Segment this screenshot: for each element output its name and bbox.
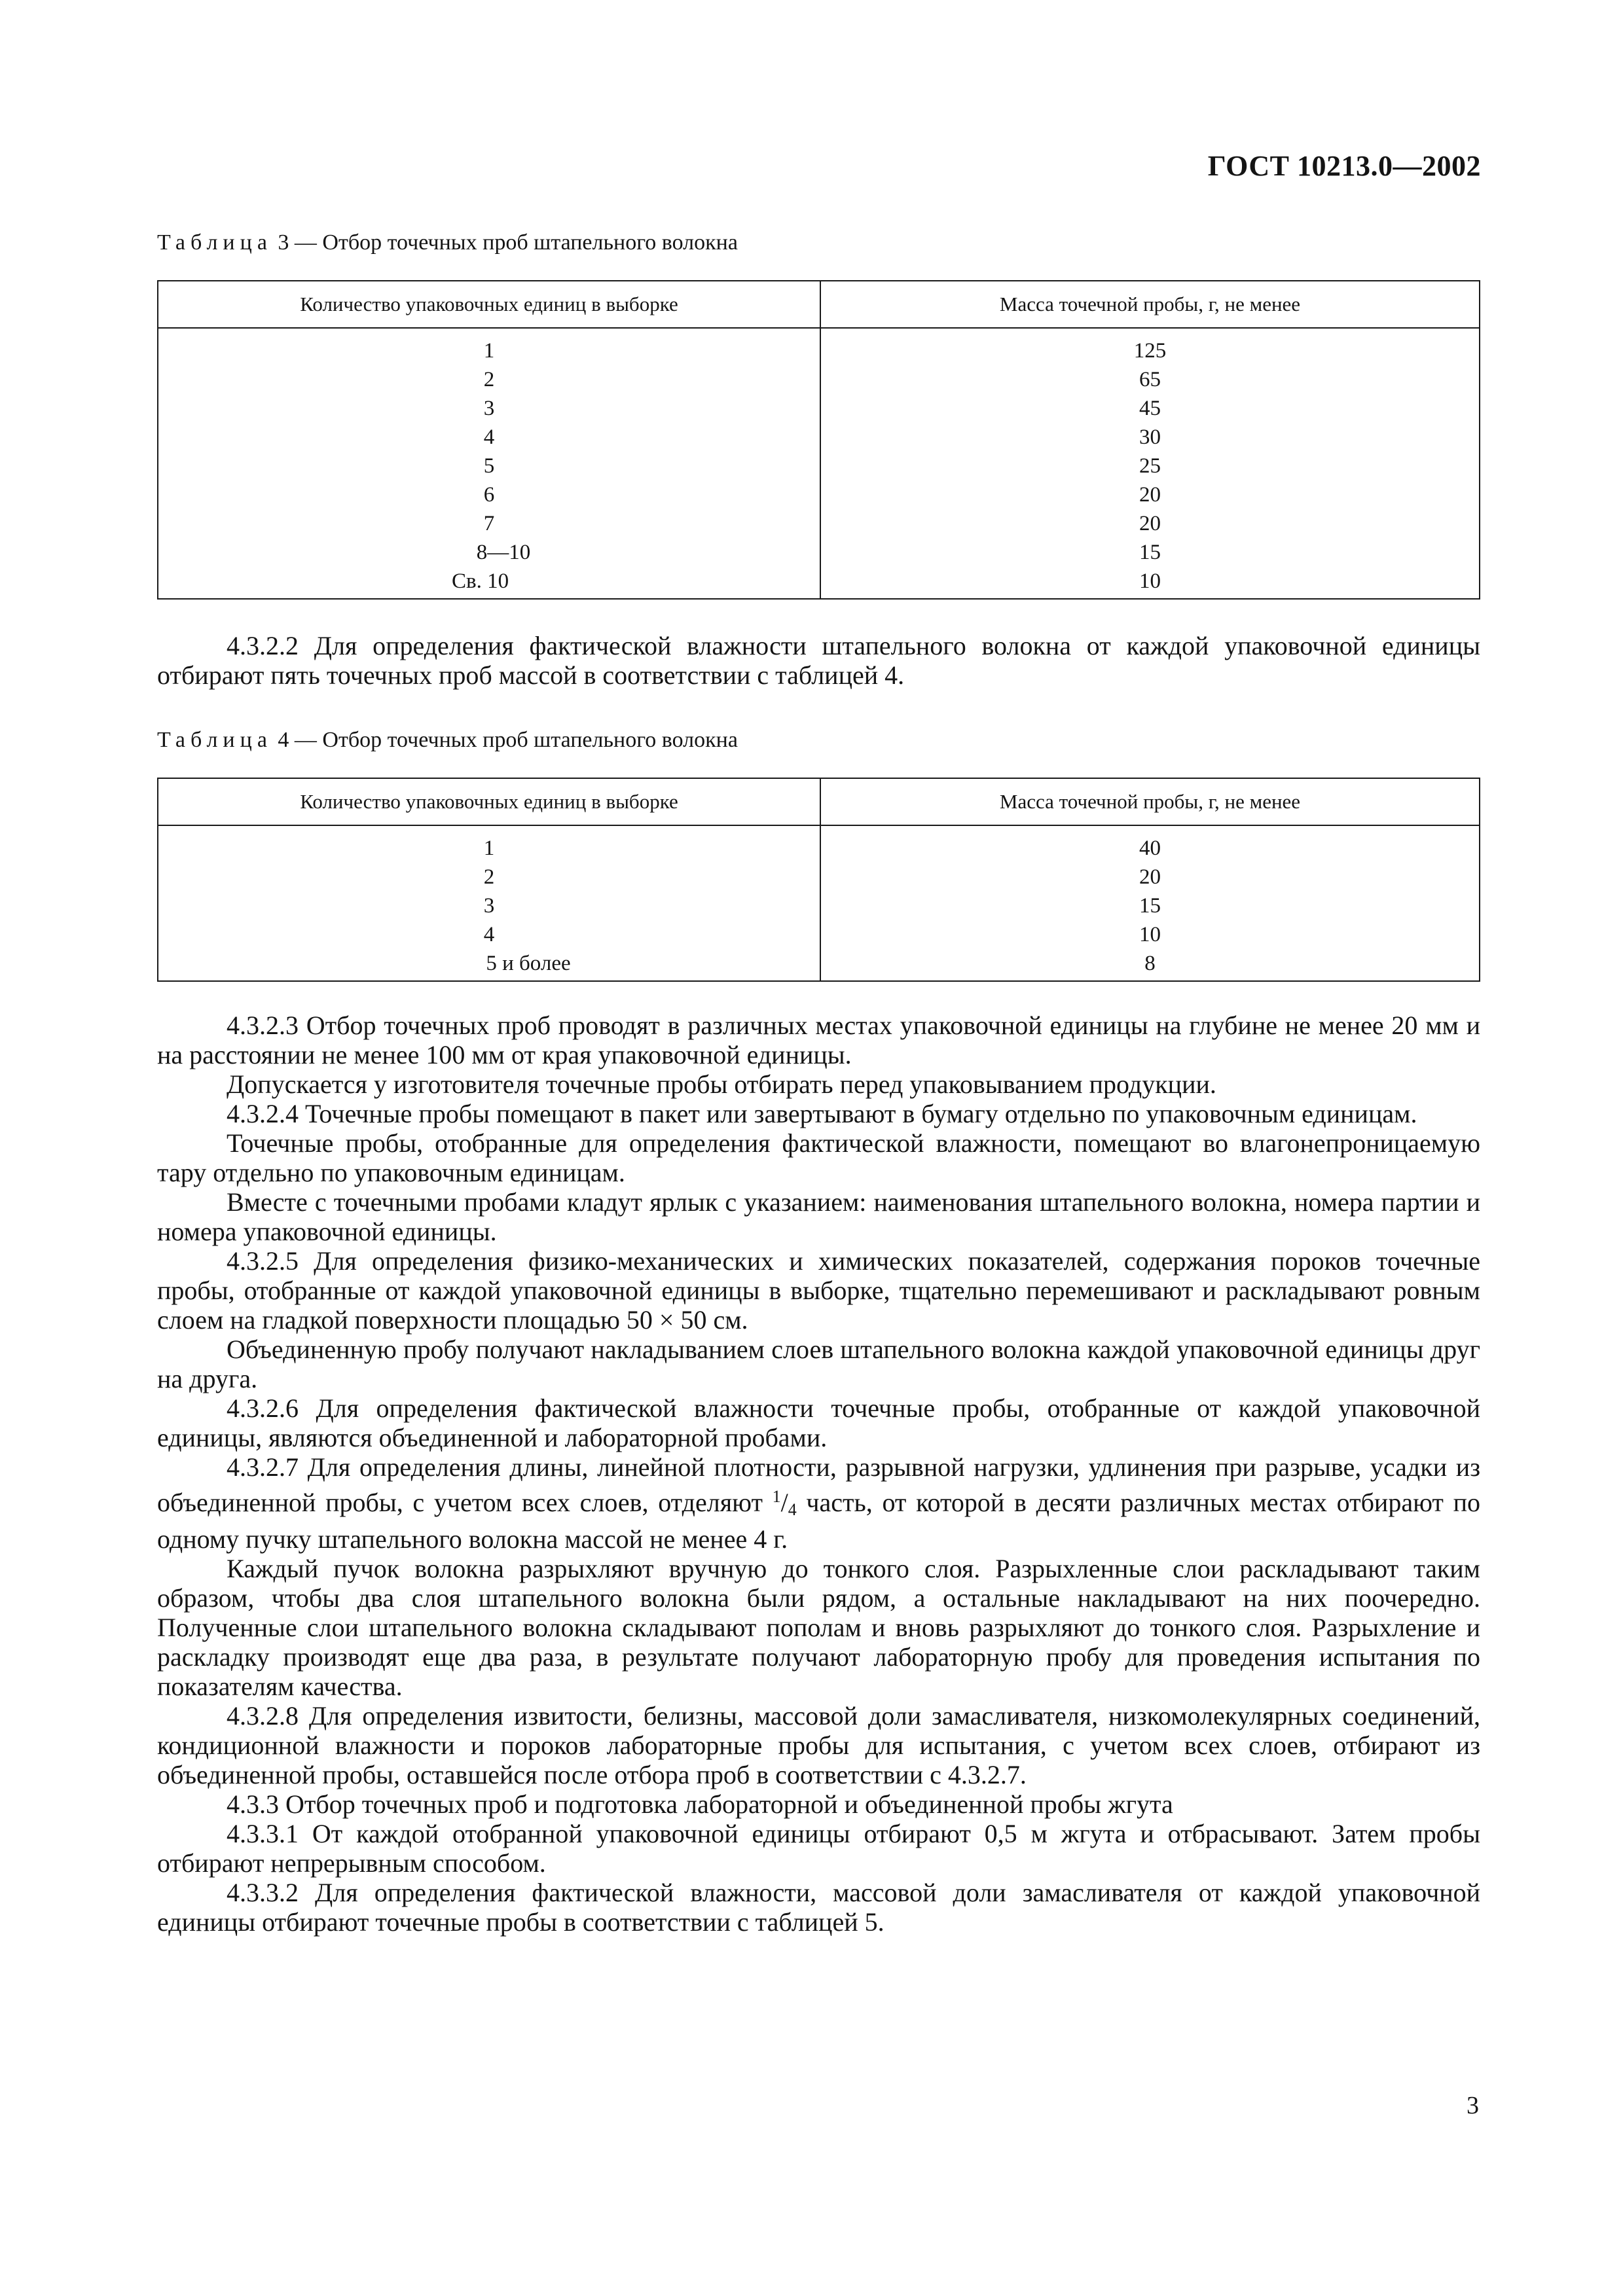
table-cell-mass: 10 xyxy=(820,567,1480,599)
main-body-text xyxy=(157,1011,1480,1937)
table-cell-quantity: 5 xyxy=(158,452,820,480)
table-row xyxy=(158,863,1480,891)
table-row xyxy=(158,365,1480,394)
table-cell-quantity: 8—10 xyxy=(158,538,820,567)
fraction-denominator: 4 xyxy=(788,1500,797,1519)
paragraph: 4.3.2.3 Отбор точечных проб проводят в различных местах упаковочной единицы на глубине не менее 20 мм и на расстоянии не менее 100 мм от края упаковочной единицы. xyxy=(157,1011,1480,1069)
paragraph: 4.3.2.2 Для определения фактической влажности штапельного волокна от каждой упаковочной единицы отбирают пять точечных проб массой в соответствии с таблицей 4. xyxy=(157,631,1480,690)
table-row xyxy=(158,509,1480,538)
paragraph-text: часть, от которой в десяти различных местах отбирают по одному пучку штапельного волокна массой не менее 4 г. xyxy=(157,1488,1480,1554)
table3-caption xyxy=(157,230,738,255)
table4-caption-word: Таблица xyxy=(157,728,272,752)
page-number: 3 xyxy=(1467,2092,1479,2119)
table-cell-mass: 10 xyxy=(820,920,1480,949)
table4-header-mass: Масса точечной пробы, г, не менее xyxy=(820,778,1480,825)
table-cell-mass: 65 xyxy=(820,365,1480,394)
table-cell-quantity: 3 xyxy=(158,891,820,920)
table3-header-mass: Масса точечной пробы, г, не менее xyxy=(820,281,1480,328)
paragraph: 4.3.3 Отбор точечных проб и подготовка лабораторной и объединенной пробы жгута xyxy=(227,1789,1173,1819)
table-row xyxy=(158,328,1480,365)
table-cell-mass: 15 xyxy=(820,891,1480,920)
table-cell-quantity: 1 xyxy=(158,328,820,365)
table-row xyxy=(158,538,1480,567)
table3-caption-text: 3 — Отбор точечных проб штапельного волокна xyxy=(272,230,738,255)
table-cell-mass: 20 xyxy=(820,863,1480,891)
fraction-numerator: 1 xyxy=(772,1487,781,1506)
paragraph: 4.3.2.8 Для определения извитости, белизны, массовой доли замасливателя, низкомолекулярных соединений, кондиционной влажности и пороков лабораторные пробы для испытания, с учетом всех слоев, отбирают из объединенной пробы, оставшейся после отбора проб в соответствии с 4.3.2.7. xyxy=(157,1701,1480,1789)
table-cell-quantity: 3 xyxy=(158,394,820,423)
table-cell-quantity: 4 xyxy=(158,920,820,949)
table-row xyxy=(158,825,1480,863)
table-row xyxy=(158,920,1480,949)
paragraph: 4.3.2.6 Для определения фактической влажности точечные пробы, отобранные от каждой упаковочной единицы, являются объединенной и лабораторной пробами. xyxy=(157,1393,1480,1452)
paragraph: 4.3.3.2 Для определения фактической влажности, массовой доли замасливателя от каждой упаковочной единицы отбирают точечные пробы в соответствии с таблицей 5. xyxy=(157,1878,1480,1937)
table-row xyxy=(158,452,1480,480)
table-cell-mass: 125 xyxy=(820,328,1480,365)
table-row xyxy=(158,949,1480,981)
table-row xyxy=(158,891,1480,920)
table-cell-mass: 30 xyxy=(820,423,1480,452)
table4-caption-text: 4 — Отбор точечных проб штапельного волокна xyxy=(272,728,738,752)
table-cell-quantity: Св. 10 xyxy=(158,567,820,599)
paragraph: Каждый пучок волокна разрыхляют вручную до тонкого слоя. Разрыхленные слои раскладывают таким образом, чтобы два слоя штапельного волокна были рядом, а остальные накладывают на них поочередно. Полученные слои штапельного волокна складывают пополам и вновь разрыхляют до тонкого слоя. Разрыхление и раскладку производят еще два раза, в результате получают лабораторную пробу для проведения испытания по показателям качества. xyxy=(157,1554,1480,1701)
table3-caption-word: Таблица xyxy=(157,230,272,255)
paragraph: 4.3.3.1 От каждой отобранной упаковочной единицы отбирают 0,5 м жгута и отбрасывают. Затем пробы отбирают непрерывным способом. xyxy=(157,1819,1480,1878)
table4-header-quantity: Количество упаковочных единиц в выборке xyxy=(158,778,820,825)
table4 xyxy=(157,778,1480,982)
paragraph: Объединенную пробу получают накладыванием слоев штапельного волокна каждой упаковочной единицы друг на друга. xyxy=(157,1335,1480,1393)
table3-header-quantity: Количество упаковочных единиц в выборке xyxy=(158,281,820,328)
table-cell-mass: 45 xyxy=(820,394,1480,423)
paragraph: Вместе с точечными пробами кладут ярлык с указанием: наименования штапельного волокна, номера партии и номера упаковочной единицы. xyxy=(157,1187,1480,1246)
table-row xyxy=(158,423,1480,452)
table4-caption xyxy=(157,728,738,753)
table-cell-quantity: 2 xyxy=(158,863,820,891)
table-cell-mass: 20 xyxy=(820,509,1480,538)
table-cell-mass: 20 xyxy=(820,480,1480,509)
table-row xyxy=(158,567,1480,599)
paragraph-block-4322 xyxy=(157,631,1480,690)
table-row xyxy=(158,480,1480,509)
paragraph: Точечные пробы, отобранные для определения фактической влажности, помещают во влагонепроницаемую тару отдельно по упаковочным единицам. xyxy=(157,1128,1480,1187)
paragraph-text: 4.3.2.7 Для определения длины, линейной плотности, разрывной нагрузки, удлинения при разрыве, усадки из объединенной пробы, с учетом всех слоев, отделяют xyxy=(157,1452,1480,1517)
table-cell-quantity: 6 xyxy=(158,480,820,509)
paragraph: Допускается у изготовителя точечные пробы отбирать перед упаковыванием продукции. xyxy=(227,1069,1216,1099)
document-header: ГОСТ 10213.0—2002 xyxy=(1207,150,1481,182)
table-cell-mass: 25 xyxy=(820,452,1480,480)
table-cell-mass: 40 xyxy=(820,825,1480,863)
table-cell-quantity: 4 xyxy=(158,423,820,452)
table-cell-mass: 15 xyxy=(820,538,1480,567)
table-row xyxy=(158,394,1480,423)
table-cell-quantity: 1 xyxy=(158,825,820,863)
paragraph: 4.3.2.5 Для определения физико-механических и химических показателей, содержания пороков точечные пробы, отобранные от каждой упаковочной единицы в выборке, тщательно перемешивают и раскладывают ровным слоем на гладкой поверхности площадью 50 × 50 см. xyxy=(157,1246,1480,1335)
paragraph: 4.3.2.4 Точечные пробы помещают в пакет или завертывают в бумагу отдельно по упаковочным единицам. xyxy=(227,1099,1417,1128)
table-cell-mass: 8 xyxy=(820,949,1480,981)
table-cell-quantity: 2 xyxy=(158,365,820,394)
paragraph: 4.3.2.7 Для определения длины, линейной плотности, разрывной нагрузки, удлинения при разрыве, усадки из объединенной пробы, с учетом всех слоев, отделяют $^1/_4$ часть, от которой в десяти различных местах отбирают по одному пучку штапельного волокна массой не менее 4 г. xyxy=(157,1452,1480,1554)
table3 xyxy=(157,280,1480,600)
table-cell-quantity: 5 и более xyxy=(158,949,820,981)
table-cell-quantity: 7 xyxy=(158,509,820,538)
